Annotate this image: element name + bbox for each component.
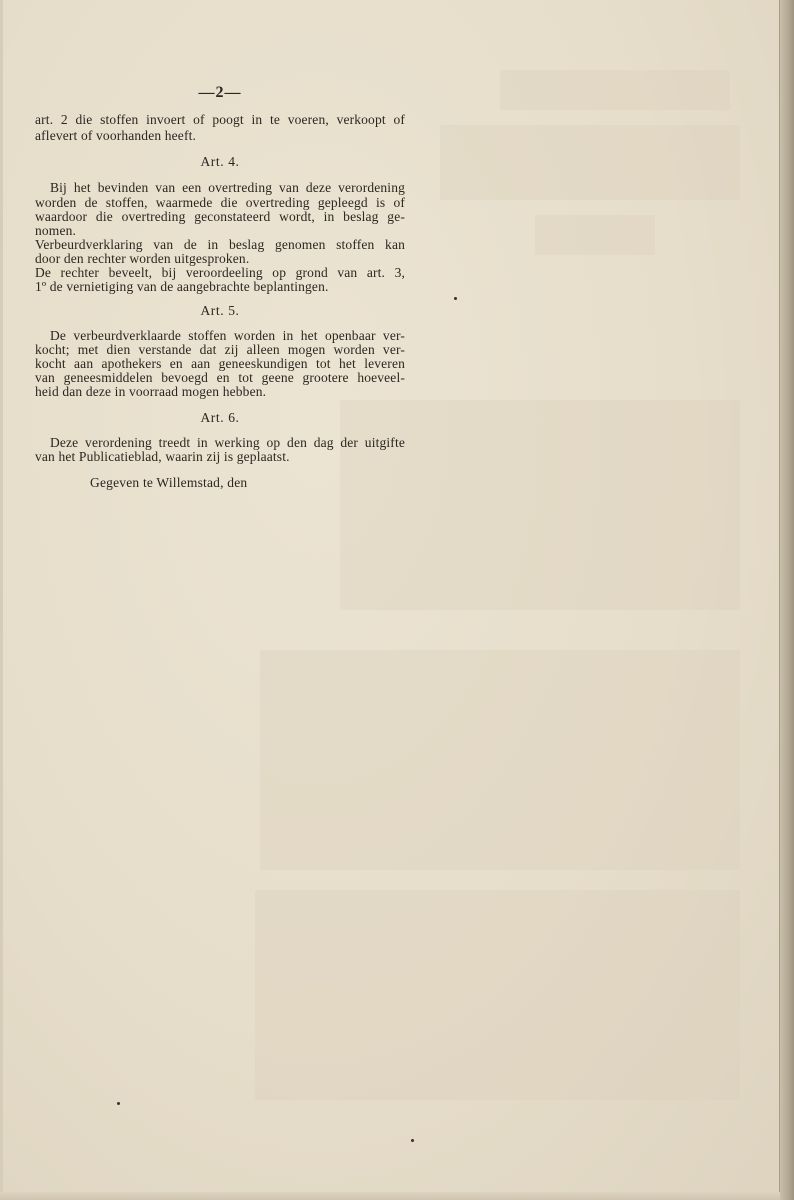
text-line: Verbeurdverklaring van de in beslag genomen stoffen kan: [35, 237, 405, 252]
speck: [454, 297, 457, 300]
text-line: De verbeurdverklaarde stoffen worden in het openbaar ver-: [50, 328, 405, 343]
text-line: Bij het bevinden van een overtreding van deze verordening: [50, 180, 405, 195]
text-line: van het Publicatieblad, waarin zij is geplaatst.: [35, 449, 290, 464]
bleed-through-block: [500, 70, 730, 110]
bleed-through-block: [340, 400, 740, 610]
page-number: —2—: [198, 84, 242, 101]
speck: [411, 1139, 414, 1142]
text-line: Deze verordening treedt in werking op den dag der uitgifte: [50, 435, 405, 450]
text-line: nomen.: [35, 223, 77, 238]
text-line: waardoor die overtreding geconstateerd wordt, in beslag ge-: [35, 209, 405, 224]
text-line: aflevert of voorhanden heeft.: [35, 128, 197, 143]
page-right-edge: [779, 0, 794, 1200]
page-bottom-edge: [0, 1192, 780, 1200]
article-heading: Art. 6.: [200, 410, 240, 425]
article-heading: Art. 5.: [200, 303, 240, 318]
speck: [117, 1102, 120, 1105]
article-heading: Art. 4.: [200, 154, 240, 169]
text-line: van geneesmiddelen bevoegd en tot geene grootere hoeveel-: [35, 370, 405, 385]
text-line: door den rechter worden uitgesproken.: [35, 251, 250, 266]
bleed-through-block: [260, 650, 740, 870]
text-line: kocht; met dien verstande dat zij alleen mogen worden ver-: [35, 342, 405, 357]
text-line: De rechter beveelt, bij veroordeeling op grond van art. 3,: [35, 265, 405, 280]
closing-line: Gegeven te Willemstad, den: [90, 475, 248, 490]
bleed-through-block: [440, 125, 740, 200]
text-line: heid dan deze in voorraad mogen hebben.: [35, 384, 267, 399]
page-left-edge: [0, 0, 3, 1200]
text-line: worden de stoffen, waarmede die overtreding gepleegd is of: [35, 195, 405, 210]
text-line: 1º de vernietiging van de aangebrachte beplantingen.: [35, 279, 329, 294]
text-line: art. 2 die stoffen invoert of poogt in te voeren, verkoopt of: [35, 112, 405, 127]
bleed-through-block: [535, 215, 655, 255]
bleed-through-block: [255, 890, 740, 1100]
text-line: kocht aan apothekers en aan geneeskundigen tot het leveren: [35, 356, 405, 371]
